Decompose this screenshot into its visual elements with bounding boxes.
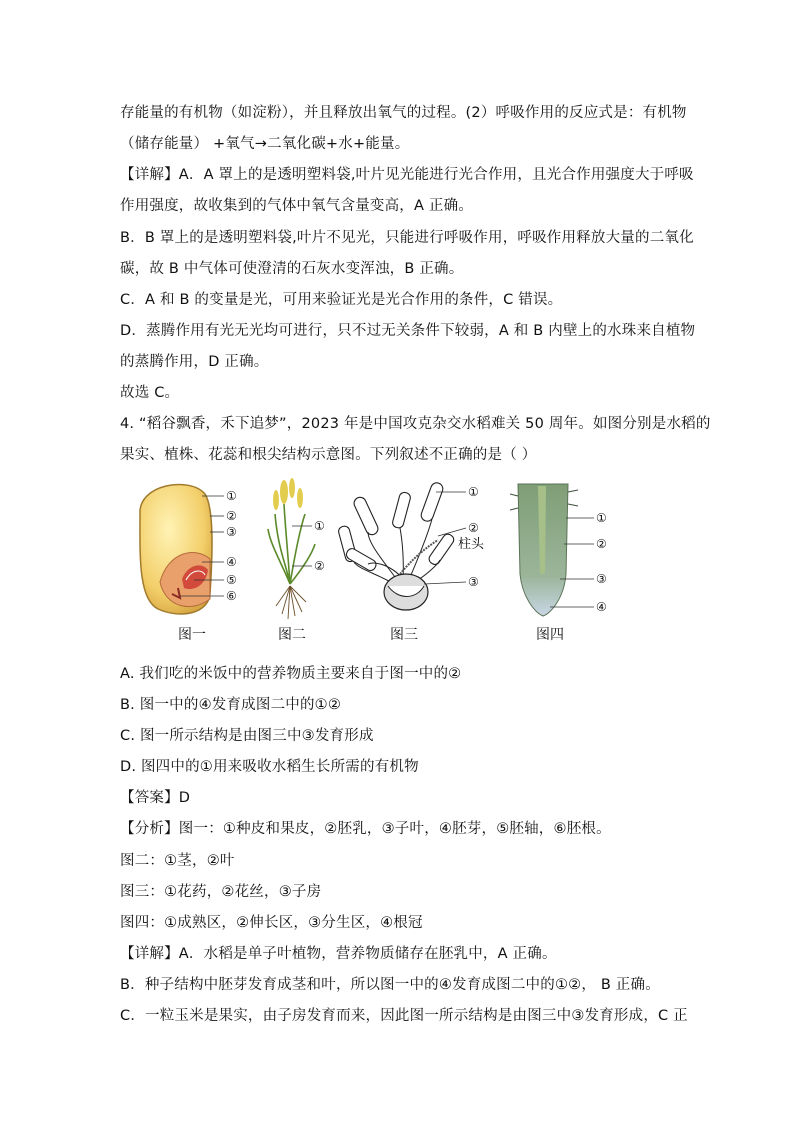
text-line: （储存能量） +氧气→二氧化碳+水+能量。: [120, 136, 410, 152]
text-line: 碳，故 B 中气体可使澄清的石灰水变浑浊，B 正确。: [120, 261, 464, 277]
fig2-mark: ①: [314, 519, 325, 533]
question-4-stem: 4. “稻谷飘香，禾下追梦”，2023 年是中国攻克杂交水稻难关 50 周年。如图分别是水稻的: [120, 416, 711, 432]
option-b: B. 图一中的④发育成图二中的①②: [120, 697, 342, 713]
detail-line: 【详解】A．水稻是单子叶植物，营养物质储存在胚乳中，A 正确。: [120, 946, 557, 962]
fig4-mark: ④: [596, 600, 607, 614]
text-line: 存能量的有机物（如淀粉），并且释放出氧气的过程。(2）呼吸作用的反应式是：有机物: [120, 105, 687, 121]
figure-caption: 图三: [390, 627, 418, 643]
fig2-mark: ②: [314, 559, 325, 573]
text-line: D．蒸腾作用有光无光均可进行，只不过无关条件下较弱，A 和 B 内壁上的水珠来自植物: [120, 323, 696, 339]
option-c: C. 图一所示结构是由图三中③发育形成: [120, 728, 374, 744]
figure-caption: 图一: [178, 627, 206, 643]
fig3-mark: ②: [468, 521, 479, 535]
option-d: D. 图四中的①用来吸收水稻生长所需的有机物: [120, 759, 419, 775]
fig1-mark: ②: [226, 509, 237, 523]
fig1-mark: ④: [226, 555, 237, 569]
figure-2-rice-plant: [260, 474, 340, 624]
analysis-line: 图四：①成熟区，②伸长区，③分生区，④根冠: [120, 915, 423, 931]
figure-caption: 图二: [278, 627, 306, 643]
analysis-line: 图三：①花药，②花丝，③子房: [120, 884, 322, 900]
fig1-mark: ⑥: [226, 589, 237, 603]
figure-4-root-tip: [510, 474, 640, 624]
fig3-mark: ①: [468, 485, 479, 499]
fig3-mark: ③: [468, 575, 479, 589]
text-line: B．B 罩上的是透明塑料袋,叶片不见光，只能进行呼吸作用，呼吸作用释放大量的二氧化: [120, 230, 694, 246]
question-4-stem: 果实、植株、花蕊和根尖结构示意图。下列叙述不正确的是（ ）: [120, 447, 537, 463]
text-line: 的蒸腾作用，D 正确。: [120, 354, 269, 370]
detail-line: B．种子结构中胚芽发育成茎和叶，所以图一中的④发育成图二中的①②， B 正确。: [120, 977, 660, 993]
figure-caption: 图四: [536, 627, 564, 643]
text-line: 作用强度，故收集到的气体中氧气含量变高，A 正确。: [120, 198, 474, 214]
text-line: 故选 C。: [120, 385, 180, 401]
fig1-mark: ⑤: [226, 573, 237, 587]
fig4-mark: ①: [596, 511, 607, 525]
fig1-mark: ③: [226, 525, 237, 539]
text-line: 【详解】A．A 罩上的是透明塑料袋,叶片见光能进行光合作用，且光合作用强度大于呼吸: [120, 167, 694, 183]
analysis-line: 【分析】图一：①种皮和果皮，②胚乳，③子叶，④胚芽，⑤胚轴，⑥胚根。: [120, 821, 611, 837]
detail-line: C．一粒玉米是果实，由子房发育而来，因此图一所示结构是由图三中③发育形成，C 正: [120, 1008, 688, 1024]
analysis-line: 图二：①茎，②叶: [120, 853, 235, 869]
fig4-mark: ②: [596, 537, 607, 551]
answer-line: 【答案】D: [120, 790, 191, 806]
figure-3-rice-flower: [338, 474, 508, 624]
fig4-mark: ③: [596, 572, 607, 586]
text-line: C．A 和 B 的变量是光，可用来验证光是光合作用的条件，C 错误。: [120, 292, 563, 308]
rice-structure-figures: [120, 470, 680, 650]
figure-1-rice-grain: [120, 474, 270, 624]
option-a: A. 我们吃的米饭中的营养物质主要来自于图一中的②: [120, 666, 462, 682]
fig1-mark: ①: [226, 489, 237, 503]
fig3-stigma-label: 柱头: [458, 537, 485, 552]
